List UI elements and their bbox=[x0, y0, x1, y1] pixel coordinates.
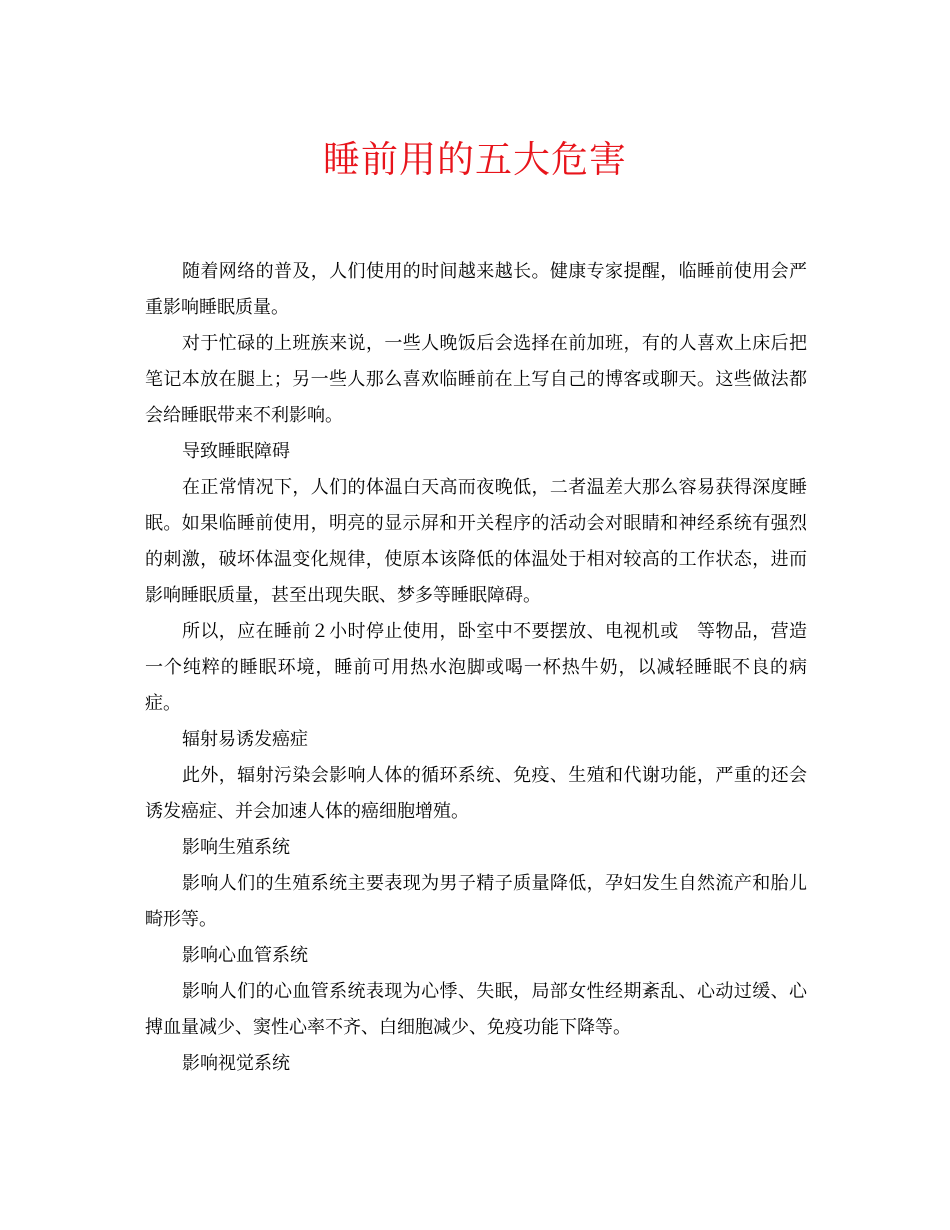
paragraph: 对于忙碌的上班族来说，一些人晚饭后会选择在前加班，有的人喜欢上床后把笔记本放在腿上；另一些人那么喜欢临睡前在上写自己的博客或聊天。这些做法都会给睡眠带来不利影响。 bbox=[145, 333, 807, 426]
paragraph: 影响人们的生殖系统主要表现为男子精子质量降低，孕妇发生自然流产和胎儿畸形等。 bbox=[145, 873, 807, 930]
section-heading: 影响生殖系统 bbox=[182, 837, 290, 858]
paragraph: 影响人们的心血管系统表现为心悸、失眠，局部女性经期紊乱、心动过缓、心搏血量减少、窦性心率不齐、白细胞减少、免疫功能下降等。 bbox=[145, 981, 807, 1038]
paragraph: 随着网络的普及，人们使用的时间越来越长。健康专家提醒，临睡前使用会严重影响睡眠质量。 bbox=[145, 261, 807, 318]
document-title: 睡前用的五大危害 bbox=[323, 138, 627, 181]
paragraph: 在正常情况下，人们的体温白天高而夜晚低，二者温差大那么容易获得深度睡眠。如果临睡前使用，明亮的显示屏和开关程序的活动会对眼睛和神经系统有强烈的刺激，破坏体温变化规律，使原本该降低的体温处于相对较高的工作状态，进而影响睡眠质量，甚至出现失眠、梦多等睡眠障碍。 bbox=[145, 477, 807, 606]
paragraph: 此外，辐射污染会影响人体的循环系统、免疫、生殖和代谢功能，严重的还会诱发癌症、并会加速人体的癌细胞增殖。 bbox=[145, 765, 807, 822]
section-heading: 导致睡眠障碍 bbox=[182, 441, 290, 462]
document-body bbox=[145, 254, 807, 1082]
paragraph: 所以，应在睡前２小时停止使用，卧室中不要摆放、电视机或 等物品，营造一个纯粹的睡眠环境，睡前可用热水泡脚或喝一杯热牛奶，以减轻睡眠不良的病症。 bbox=[145, 621, 807, 714]
section-heading: 影响心血管系统 bbox=[182, 945, 308, 966]
section-heading: 影响视觉系统 bbox=[182, 1053, 290, 1074]
section-heading: 辐射易诱发癌症 bbox=[182, 729, 308, 750]
